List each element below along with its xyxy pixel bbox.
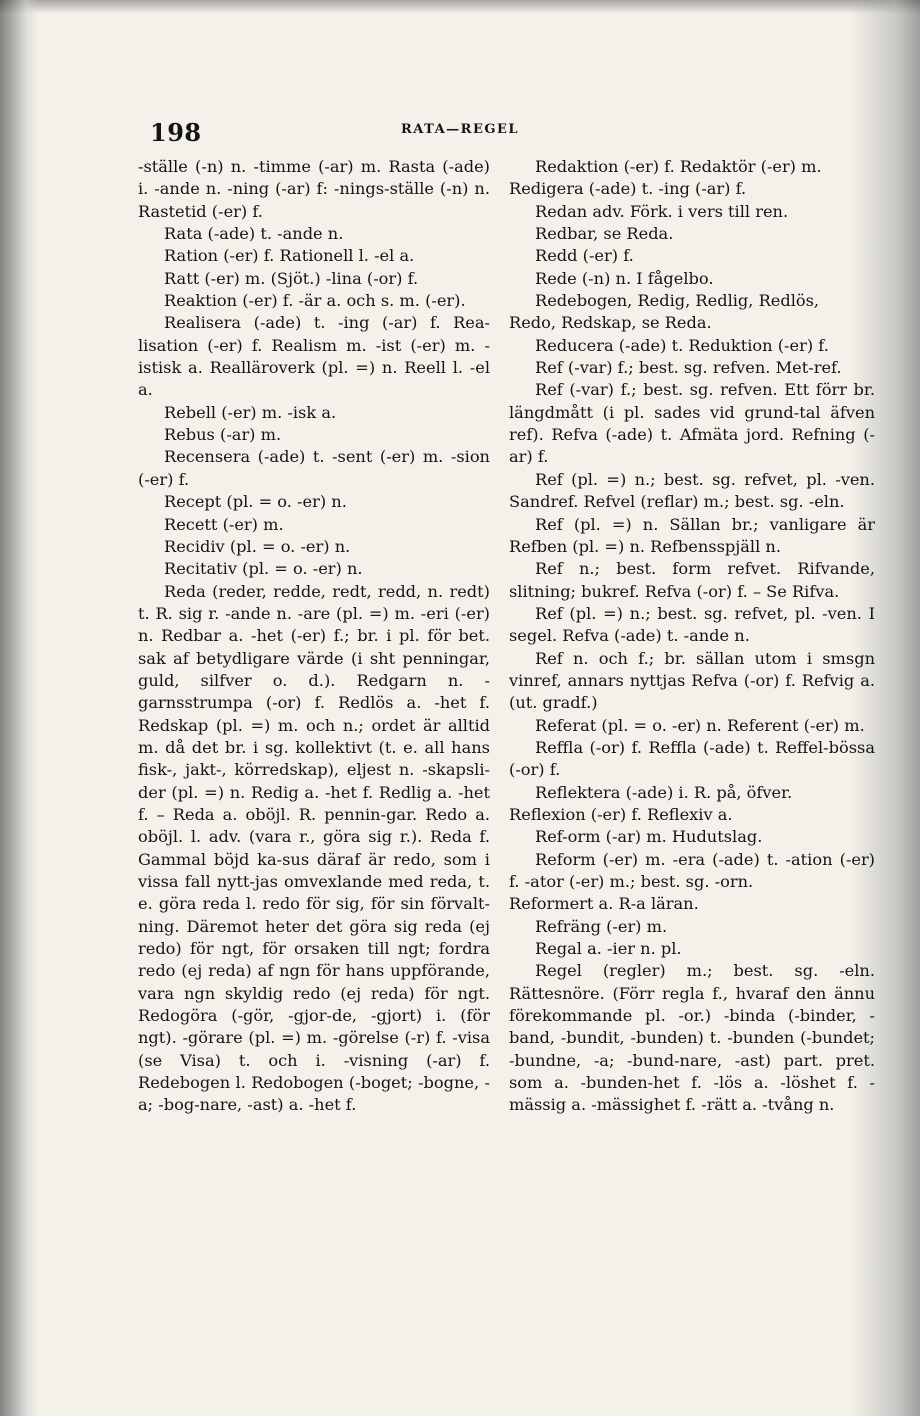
dictionary-entry: Ref (-var) f.; best. sg. refven. Ett förr br. längdmått (i pl. sades vid grund-tal äfven ref). Refva (-ade) t. Afmäta jord. Refning (-ar) f.	[509, 380, 875, 467]
dictionary-entry: Recept (pl. = o. -er) n.	[164, 492, 347, 512]
dictionary-entry: Rebell (-er) m. -isk a.	[164, 402, 337, 422]
dictionary-entry: Reflexion (-er) f. Reflexiv a.	[509, 804, 733, 824]
dictionary-entry: Reformert a. R-a läran.	[509, 894, 699, 914]
dictionary-entry: Regel (regler) m.; best. sg. -eln. Rättesnöre. (Förr regla f., hvaraf den ännu förekommande pl. -or.) -binda (-binder, -band, -bundit, -bunden) t. -bunden (-bundet; -bundne, -a; -bund-nare, -ast) part. pret. som a. -bunden-het f. -lös a. -löshet f. -mässig a. -mässighet f. -rätt a. -tvång n.	[509, 961, 875, 1115]
left-column	[138, 156, 490, 1117]
dictionary-entry: Reffla (-or) f. Reffla (-ade) t. Reffel-bössa (-or) f.	[509, 737, 875, 780]
page-number: 198	[150, 118, 202, 147]
dictionary-entry: Recett (-er) m.	[164, 514, 284, 534]
dictionary-entry: Reda (reder, redde, redt, redd, n. redt) t. R. sig r. -ande n. -are (pl. =) m. -eri (-er) n. Redbar a. -het (-er) f.; br. i pl. för bet. sak af betydligare värde (i sht penningar, guld, silfver o. d.). Redgarn n. -garnsstrumpa (-or) f. Redlös a. -het f. Redskap (pl. =) m. och n.; ordet är alltid m. då det br. i sg. kollektivt (t. e. all hans fisk-, jakt-, körredskap), eljest n. -skapsli-der (pl. =) n. Redig a. -het f. Redlig a. -het f. – Reda a. oböjl. R. pennin-gar. Redo a. oböjl. l. adv. (vara r., göra sig r.). Reda f. Gammal böjd ka-sus däraf är redo, som i vissa fall nytt-jas omvexlande med reda, t. e. göra reda l. redo för sig, för sin förvalt-ning. Däremot heter det göra sig reda (ej redo) för ngt, för orsaken till ngt; fordra redo (ej reda) af ngn för hans uppförande, vara ngn skyldig redo (ej reda) för ngt. Redogöra (-gör, -gjor-de, -gjort) i. (för ngt). -görare (pl. =) m. -görelse (-r) f. -visa (se Visa) t. och i. -visning (-ar) f. Redebogen l. Redobogen (-boget; -bogne, -a; -bog-nare, -ast) a. -het f.	[138, 581, 490, 1115]
dictionary-entry: Recensera (-ade) t. -sent (-er) m. -sion (-er) f.	[138, 447, 490, 489]
dictionary-entry: Reform (-er) m. -era (-ade) t. -ation (-er) f. -ator (-er) m.; best. sg. -orn.	[509, 849, 875, 891]
dictionary-entry: Regal a. -ier n. pl.	[535, 939, 682, 959]
dictionary-entry: Redd (-er) f.	[535, 246, 634, 266]
dictionary-entry: Recitativ (pl. = o. -er) n.	[164, 559, 363, 579]
dictionary-entry: Realisera (-ade) t. -ing (-ar) f. Rea-lisation (-er) f. Realism m. -ist (-er) m. -istisk a. Realläroverk (pl. =) n. Reell l. -el a.	[138, 313, 490, 400]
scan-edge-top	[0, 0, 920, 14]
right-column	[509, 156, 875, 1117]
dictionary-entry: Ref (pl. =) n. Sällan br.; vanligare är Refben (pl. =) n. Refbensspjäll n.	[509, 514, 875, 556]
dictionary-entry: Rata (-ade) t. -ande n.	[164, 224, 344, 244]
dictionary-entry: Ref (-var) f.; best. sg. refven. Met-ref.	[535, 358, 842, 378]
dictionary-entry: Refräng (-er) m.	[535, 916, 668, 936]
dictionary-entry: Rebus (-ar) m.	[164, 425, 282, 445]
running-head: RATA—REGEL	[400, 122, 520, 137]
dictionary-entry: Redaktion (-er) f. Redaktör (-er) m.	[535, 157, 822, 176]
dictionary-entry: Referat (pl. = o. -er) n. Referent (-er) m.	[535, 715, 865, 735]
dictionary-entry: Ref n.; best. form refvet. Rifvande, slitning; bukref. Refva (-or) f. – Se Rifva.	[509, 559, 875, 601]
dictionary-entry: Redo, Redskap, se Reda.	[509, 313, 712, 333]
dictionary-entry: Ref n. och f.; br. sällan utom i smsgn vinref, annars nyttjas Refva (-or) f. Refvig a. (ut. gradf.)	[509, 648, 875, 713]
dictionary-entry: Rede (-n) n. I fågelbo.	[535, 268, 714, 288]
dictionary-entry: Ref (pl. =) n.; best. sg. refvet, pl. -ven. Sandref. Refvel (reflar) m.; best. sg. -eln.	[509, 469, 875, 512]
dictionary-entry: Reducera (-ade) t. Reduktion (-er) f.	[535, 335, 829, 355]
dictionary-entry: Reflektera (-ade) i. R. på, öfver.	[535, 782, 793, 802]
dictionary-entry: Redbar, se Reda.	[535, 224, 674, 244]
dictionary-entry: Ratt (-er) m. (Sjöt.) -lina (-or) f.	[164, 268, 419, 288]
scan-edge-left	[0, 0, 38, 1416]
dictionary-entry: Redebogen, Redig, Redlig, Redlös,	[535, 291, 820, 311]
dictionary-entry: -ställe (-n) n. -timme (-ar) m. Rasta (-ade) i. -ande n. -ning (-ar) f: -nings-ställe (-n) n. Rastetid (-er) f.	[138, 157, 490, 221]
dictionary-entry: Redigera (-ade) t. -ing (-ar) f.	[509, 179, 747, 199]
dictionary-entry: Ration (-er) f. Rationell l. -el a.	[164, 246, 415, 266]
dictionary-entry: Reaktion (-er) f. -är a. och s. m. (-er).	[164, 291, 466, 311]
dictionary-entry: Ref-orm (-ar) m. Hudutslag.	[535, 827, 763, 847]
dictionary-entry: Recidiv (pl. = o. -er) n.	[164, 536, 351, 556]
dictionary-entry: Redan adv. Förk. i vers till ren.	[535, 201, 789, 221]
dictionary-entry: Ref (pl. =) n.; best. sg. refvet, pl. -ven. I segel. Refva (-ade) t. -ande n.	[509, 603, 875, 646]
